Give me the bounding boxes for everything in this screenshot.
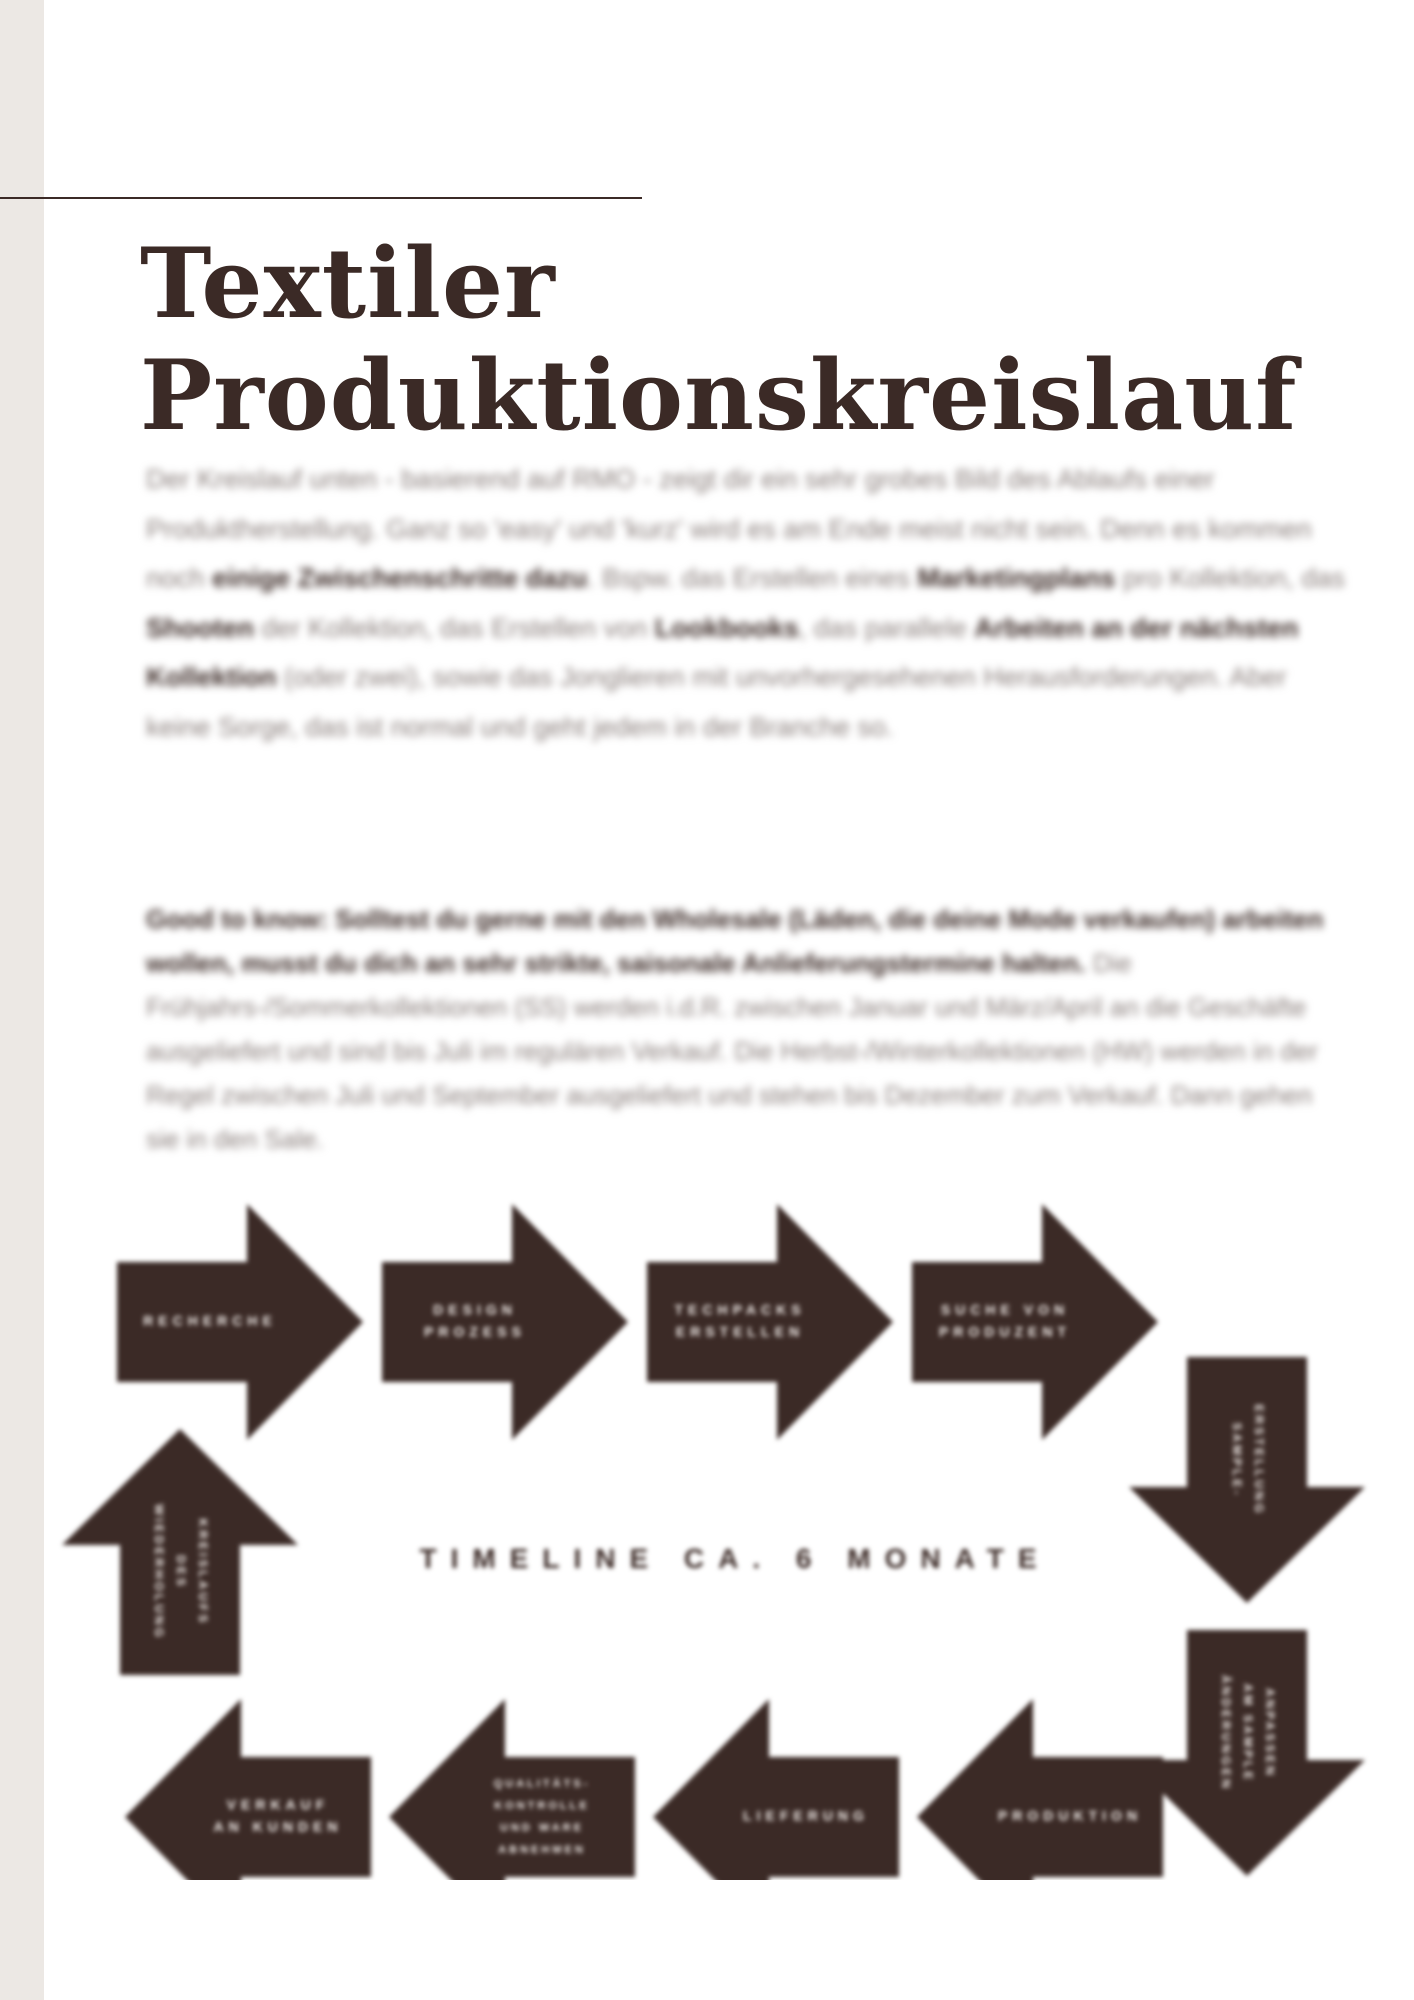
cycle-step-top-2-label-line: DESIGN xyxy=(433,1301,517,1318)
cycle-step-top-1-label-line: RECHERCHE xyxy=(143,1312,277,1329)
left-arrow-shape xyxy=(653,1699,899,1880)
cycle-step-bottom-2-label-line: UND WARE xyxy=(500,1821,584,1834)
cycle-step-bottom-2-label-line: KONTROLLE xyxy=(494,1799,590,1812)
cycle-step-bottom-2-label-line: QUALITÄTS- xyxy=(493,1777,591,1790)
cycle-step-top-3-label-line: TECHPACKS xyxy=(674,1301,806,1318)
cycle-step-top-4 xyxy=(912,1204,1158,1440)
cycle-step-right-1-label-line: SAMPLE- xyxy=(1229,1422,1244,1498)
cycle-step-top-3 xyxy=(647,1204,893,1440)
good-to-know-paragraph xyxy=(146,897,1346,1161)
cycle-step-left-1-label-line: WIEDERHOLUNG xyxy=(151,1504,166,1640)
cycle-step-right-2-label-line: ANPASSEN xyxy=(1262,1688,1277,1778)
right-arrow-shape xyxy=(382,1204,628,1440)
right-arrow-shape xyxy=(647,1204,893,1440)
cycle-step-left-1-label-line: DES xyxy=(173,1555,188,1589)
intro-paragraph-run: Shooten xyxy=(146,612,254,643)
cycle-step-right-2 xyxy=(1129,1630,1365,1876)
page-title xyxy=(140,228,1380,452)
intro-paragraph-run: pro Kollektion, das xyxy=(1115,563,1346,593)
good-to-know-paragraph-run: Good to know: Solltest du gerne mit den Wholesale (Läden, die deine Mode verkaufen) arbeiten wollen, musst du dich an sehr strikte, saisonale Anlieferungstermine halten. xyxy=(146,904,1324,978)
cycle-step-bottom-1-label-line: AN KUNDEN xyxy=(213,1818,343,1835)
cycle-step-right-2-label-line: AM SAMPLE xyxy=(1240,1683,1255,1783)
cycle-step-bottom-3 xyxy=(653,1699,899,1880)
cycle-step-top-4-label-line: SUCHE VON xyxy=(940,1301,1070,1318)
cycle-step-bottom-3-label-line: LIEFERUNG xyxy=(743,1807,869,1824)
cycle-step-top-3-label-line: ERSTELLEN xyxy=(675,1323,805,1340)
intro-paragraph-run: Der Kreislauf unten - basierend auf RMO - zeigt dir ein sehr grobes Bild des Ablaufs einer Produktherstellung. Ganz so 'easy' und 'kurz' wird es am Ende meist nicht sein. Denn es kommen noch xyxy=(146,464,1312,593)
cycle-step-top-2-label-line: PROZESS xyxy=(424,1323,526,1340)
intro-paragraph-run: Arbeiten an der nächsten Kollektion xyxy=(146,612,1299,692)
cycle-step-right-1-label-line: ERSTELLUNG xyxy=(1251,1404,1266,1516)
intro-paragraph-run: Marketingplans xyxy=(917,563,1116,593)
right-arrow-shape xyxy=(912,1204,1158,1440)
cycle-step-bottom-1-label-line: VERKAUF xyxy=(226,1796,330,1813)
cycle-step-top-2 xyxy=(382,1204,628,1440)
intro-paragraph-run: . Bspw. das Erstellen eines xyxy=(587,563,918,593)
cycle-step-bottom-1 xyxy=(125,1699,371,1880)
intro-paragraph-run: einige Zwischenschritte dazu xyxy=(212,563,588,593)
cycle-step-top-1 xyxy=(117,1204,363,1440)
page-title-line-1: Textiler xyxy=(140,227,556,340)
left-arrow-shape xyxy=(125,1699,371,1880)
intro-paragraph-run: , das parallele xyxy=(798,612,975,643)
up-arrow-shape xyxy=(62,1429,298,1675)
production-cycle-diagram xyxy=(0,1180,1414,1880)
good-to-know-paragraph-run: Die Frühjahrs-/Sommerkollektionen (SS) werden i.d.R. zwischen Januar und März/April an die Geschäfte ausgeliefert und sind bis Juli im regulären Verkauf. Die Herbst-/Winterkollektionen (HW) werden in der Regel zwischen Juli und September ausgeliefert und stehen bis Dezember zum Verkauf. Dann gehen sie in den Sale. xyxy=(146,948,1318,1154)
page-title-line-2: Produktionskreislauf xyxy=(140,339,1298,452)
down-arrow-shape xyxy=(1129,1357,1365,1603)
cycle-step-bottom-2-label-line: ABNEHMEN xyxy=(498,1843,586,1856)
intro-paragraph-run: Lookbooks xyxy=(654,612,799,643)
cycle-step-bottom-4-label-line: PRODUKTION xyxy=(997,1807,1143,1824)
intro-paragraph-run: (oder zwei), sowie das Jonglieren mit unvorhergesehenen Herausforderungen. Aber keine Sorge, das ist normal und geht jedem in der Branche so. xyxy=(146,662,1287,742)
left-arrow-shape xyxy=(917,1699,1163,1880)
intro-paragraph xyxy=(146,455,1346,752)
cycle-step-top-4-label-line: PRODUZENT xyxy=(938,1323,1072,1340)
cycle-step-left-1-label-line: KREISLAUFS xyxy=(195,1518,210,1626)
intro-paragraph-run: der Kollektion, das Erstellen von xyxy=(254,612,655,643)
cycle-step-right-1 xyxy=(1129,1357,1365,1603)
cycle-step-bottom-4 xyxy=(917,1699,1163,1880)
header-rule xyxy=(0,197,642,199)
timeline-label: TIMELINE CA. 6 MONATE xyxy=(419,1543,1051,1574)
cycle-step-bottom-2 xyxy=(389,1699,635,1880)
cycle-step-left-1 xyxy=(62,1429,298,1675)
cycle-step-right-2-label-line: ÄNDERUNGEN xyxy=(1218,1674,1233,1792)
